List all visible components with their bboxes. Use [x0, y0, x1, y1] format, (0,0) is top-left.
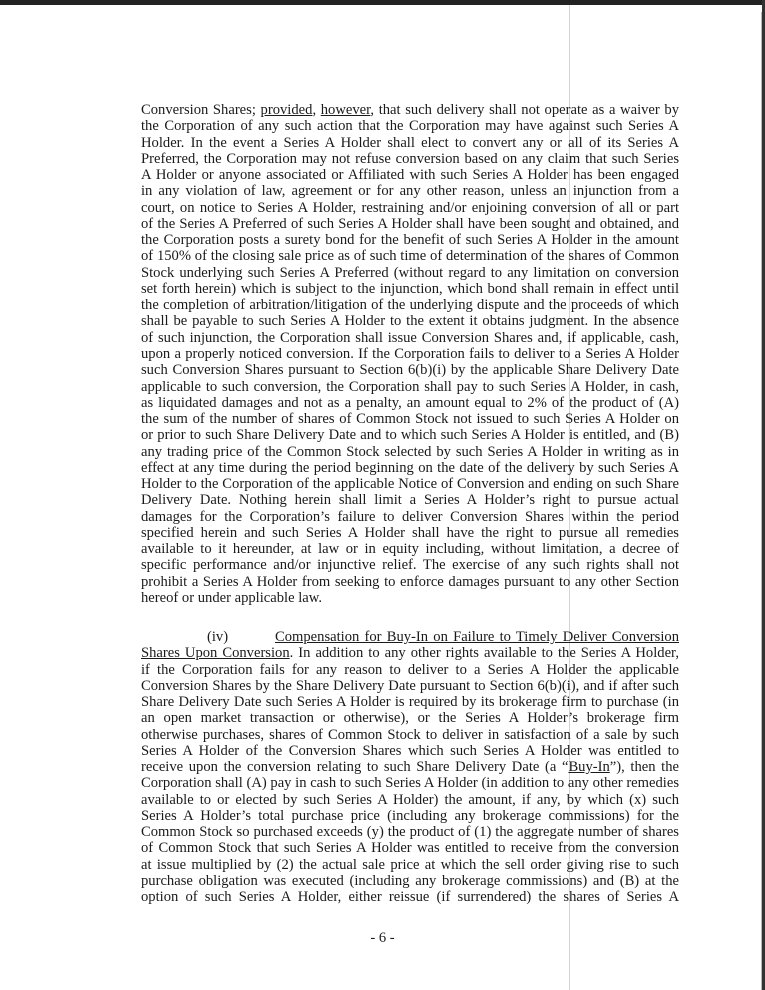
text-segment: the completion of arbitration/litigation of the underlying dispute and the proceeds of which: [141, 297, 679, 314]
text-segment: damages for the Corporation’s failure to deliver Conversion Shares within the period: [141, 508, 679, 525]
text-line: [141, 541, 679, 557]
text-line: [141, 379, 679, 395]
text-segment: the Corporation posts a surety bond for the benefit of such Series A Holder in the amount: [141, 232, 679, 249]
text-line: [141, 727, 679, 743]
underlined-term: Buy-In: [568, 759, 610, 776]
text-segment: prohibit a Series A Holder from seeking to enforce damages pursuant to any other Section: [141, 573, 679, 590]
text-segment: Corporation shall (A) pay in cash to such Series A Holder (in addition to any other remedies: [141, 775, 679, 792]
text-segment: set forth herein) which is subject to the injunction, which bond shall remain in effect until: [141, 280, 679, 297]
text-segment: ,: [312, 102, 321, 118]
text-line: [141, 873, 679, 889]
text-line: [141, 281, 679, 297]
underlined-term: provided: [260, 102, 313, 118]
text-line: [141, 590, 679, 606]
text-line: [141, 694, 679, 710]
text-segment: Conversion Shares by the Share Delivery Date pursuant to Section 6(b)(i), and if after such: [141, 677, 679, 694]
text-segment: upon a properly noticed conversion. If the Corporation fails to deliver to a Series A Holder: [141, 345, 679, 362]
section-heading: Compensation for Buy-In on Failure to Timely Deliver Conversion: [275, 629, 679, 645]
text-segment: the Corporation of any such action that the Corporation may have against such Series A: [141, 118, 679, 135]
text-line: [141, 889, 679, 905]
page-number: - 6 -: [370, 930, 395, 946]
text-segment: Stock underlying such Series A Preferred (without regard to any limitation on conversion: [141, 264, 679, 281]
text-line: [141, 808, 679, 824]
text-line: [141, 151, 679, 167]
text-segment: in any violation of law, agreement or for any other reason, unless an injunction from a: [141, 183, 679, 200]
text-segment: Delivery Date. Nothing herein shall limit a Series A Holder’s right to pursue actual: [141, 492, 679, 509]
section-iv-heading-line: [141, 629, 679, 645]
underlined-term: however: [320, 102, 371, 118]
text-segment: Preferred, the Corporation may not refuse conversion based on any claim that such Series: [141, 150, 679, 167]
text-line: [141, 118, 679, 134]
text-line: [141, 232, 679, 248]
text-line: [141, 200, 679, 216]
text-line: [141, 678, 679, 694]
text-segment: ”), then the: [609, 759, 679, 776]
text-segment: Common Stock so purchased exceeds (y) the product of (1) the aggregate number of shares: [141, 824, 679, 841]
text-segment: the sum of the number of shares of Common Stock not issued to such Series A Holder on: [141, 411, 679, 428]
text-segment: court, on notice to Series A Holder, restraining and/or enjoining conversion of all or part: [141, 199, 679, 216]
text-line: [141, 662, 679, 678]
text-line: [141, 743, 679, 759]
text-segment: Conversion Shares;: [141, 102, 261, 118]
text-line: [141, 330, 679, 346]
text-segment: A Holder or anyone associated or Affiliated with such Series A Holder has been engaged: [141, 167, 679, 184]
text-segment: , that such delivery shall not operate as a waiver by: [370, 102, 680, 118]
text-line: [141, 476, 679, 492]
text-segment: an open market transaction or otherwise), or the Series A Holder’s brokerage firm: [141, 710, 679, 727]
text-line: [141, 167, 679, 183]
text-line: [141, 216, 679, 232]
text-line: [141, 183, 679, 199]
text-segment: of 150% of the closing sale price as of such time of determination of the shares of Common: [141, 248, 679, 265]
text-line: [141, 265, 679, 281]
text-line: [141, 574, 679, 590]
text-segment: if the Corporation fails for any reason to deliver to a Series A Holder the applicable: [141, 661, 679, 678]
text-line: [141, 792, 679, 808]
text-line: [141, 135, 679, 151]
text-segment: . In addition to any other rights available to the Series A Holder,: [289, 645, 679, 662]
text-line: [141, 509, 679, 525]
text-segment: purchase obligation was executed (including any brokerage commissions) and (B) at the: [141, 872, 679, 889]
text-segment: such Conversion Shares pursuant to Section 6(b)(i) by the applicable Share Delivery Date: [141, 362, 679, 379]
text-line: [141, 460, 679, 476]
section-number: (iv): [207, 629, 229, 645]
paragraph-section-iv: [141, 629, 679, 906]
text-segment: otherwise purchases, shares of Common Stock to deliver in satisfaction of a sale by such: [141, 726, 679, 743]
text-segment: of Common Stock that such Series A Holder was entitled to receive from the conversion: [141, 840, 679, 857]
text-segment: of such injunction, the Corporation shall issue Conversion Shares and, if applicable, cash,: [141, 329, 679, 346]
paragraph-conversion-injunction: [141, 102, 679, 606]
text-segment: or prior to such Share Delivery Date and to which such Series A Holder is entitled, and (B): [141, 427, 679, 444]
text-line: [141, 840, 679, 856]
text-segment: Share Delivery Date such Series A Holder is required by its brokerage firm to purchase (in: [141, 694, 679, 711]
text-line: [141, 102, 679, 118]
text-line: [141, 362, 679, 378]
text-line: [141, 444, 679, 460]
text-line: [141, 395, 679, 411]
underlined-term: Shares Upon Conversion: [141, 645, 290, 662]
text-segment: applicable to such conversion, the Corporation shall pay to such Series A Holder, in cash,: [141, 378, 679, 395]
text-segment: available to or elected by such Series A Holder) the amount, if any, by which (x) such: [141, 791, 679, 808]
text-segment: effect at any time during the period beginning on the date of the delivery by such Series A: [141, 459, 679, 476]
text-line: [141, 248, 679, 264]
text-segment: Series A Holder’s total purchase price (including any brokerage commissions) for the: [141, 807, 679, 824]
text-line: [141, 710, 679, 726]
text-line: [141, 346, 679, 362]
text-line: [141, 857, 679, 873]
text-line: [141, 775, 679, 791]
text-segment: hereof or under applicable law.: [141, 589, 322, 606]
text-segment: any trading price of the Common Stock selected by such Series A Holder in writing as in: [141, 443, 679, 460]
text-segment: specific performance and/or injunctive relief. The exercise of any such rights shall not: [141, 557, 679, 574]
text-line: [141, 824, 679, 840]
text-line: [141, 427, 679, 443]
text-line: [141, 297, 679, 313]
text-line: [141, 492, 679, 508]
text-segment: as liquidated damages and not as a penalty, an amount equal to 2% of the product of (A): [141, 394, 679, 411]
text-line: [141, 525, 679, 541]
text-segment: of the Series A Preferred of such Series A Holder shall have been sought and obtained, and: [141, 215, 679, 232]
text-line: [141, 411, 679, 427]
text-segment: at issue multiplied by (2) the actual sale price at which the sell order giving rise to such: [141, 856, 679, 873]
text-line: [141, 759, 679, 775]
text-segment: Series A Holder of the Conversion Shares which such Series A Holder was entitled to: [141, 742, 679, 759]
scan-top-edge: [0, 0, 765, 5]
text-segment: specified herein and such Series A Holder shall have the right to pursue all remedies: [141, 524, 679, 541]
text-segment: shall be payable to such Series A Holder to the extent it obtains judgment. In the absence: [141, 313, 679, 330]
text-segment: receive upon the conversion relating to such Share Delivery Date (a “: [141, 759, 569, 776]
text-segment: available to it hereunder, at law or in equity including, without limitation, a decree of: [141, 541, 679, 558]
text-line: [141, 645, 679, 661]
text-segment: Holder to the Corporation of the applicable Notice of Conversion and ending on such Share: [141, 476, 679, 493]
text-line: [141, 313, 679, 329]
text-line: [141, 557, 679, 573]
text-segment: Holder. In the event a Series A Holder shall elect to convert any or all of its Series A: [141, 134, 679, 151]
text-segment: option of such Series A Holder, either reissue (if surrendered) the shares of Series A: [141, 889, 679, 906]
scan-right-shadow: [761, 12, 762, 990]
